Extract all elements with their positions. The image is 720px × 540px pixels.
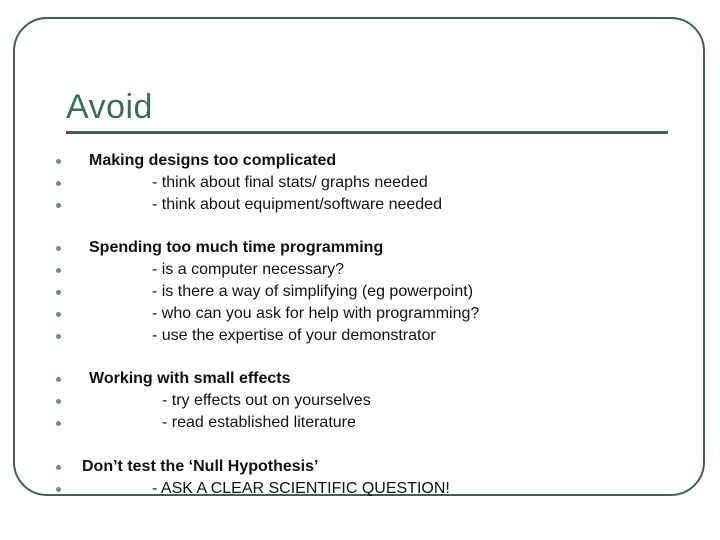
bullet-heading: Spending too much time programming <box>89 239 384 256</box>
bullet-heading: Don’t test the ‘Null Hypothesis’ <box>82 458 319 475</box>
bullet-item <box>0 237 720 259</box>
bullet-dot-icon <box>56 268 61 273</box>
bullet-dot-icon <box>56 377 61 382</box>
bullet-dot-icon <box>56 312 61 317</box>
bullet-item <box>0 281 720 303</box>
bullet-item <box>0 172 720 194</box>
bullet-item <box>0 194 720 216</box>
bullet-item <box>0 303 720 325</box>
bullet-subitem: - try effects out on yourselves <box>162 392 371 409</box>
bullet-item <box>0 456 720 478</box>
bullet-dot-icon <box>56 421 61 426</box>
bullet-item <box>0 150 720 172</box>
bullet-dot-icon <box>56 290 61 295</box>
bullet-subitem: - use the expertise of your demonstrator <box>152 327 436 344</box>
bullet-item <box>0 368 720 390</box>
bullet-subitem: - who can you ask for help with programming? <box>152 305 480 322</box>
bullet-heading: Making designs too complicated <box>89 152 337 169</box>
slide-title: Avoid <box>66 88 153 126</box>
bullet-heading: Working with small effects <box>89 370 291 387</box>
bullet-item <box>0 325 720 347</box>
bullet-item <box>0 390 720 412</box>
bullet-subitem: - is a computer necessary? <box>152 261 345 278</box>
bullet-subitem: - is there a way of simplifying (eg powerpoint) <box>152 283 474 300</box>
bullet-item <box>0 478 720 500</box>
bullet-subitem: - think about final stats/ graphs needed <box>152 174 428 191</box>
bullet-dot-icon <box>56 487 61 492</box>
bullet-dot-icon <box>56 181 61 186</box>
bullet-dot-icon <box>56 334 61 339</box>
bullet-dot-icon <box>56 399 61 404</box>
bullet-dot-icon <box>56 203 61 208</box>
bullet-subitem: - think about equipment/software needed <box>152 196 442 213</box>
bullet-item <box>0 259 720 281</box>
bullet-subitem: - ASK A CLEAR SCIENTIFIC QUESTION! <box>152 480 450 497</box>
bullet-dot-icon <box>56 159 61 164</box>
bullet-subitem: - read established literature <box>162 414 356 431</box>
bullet-dot-icon <box>56 465 61 470</box>
bullet-dot-icon <box>56 246 61 251</box>
bullet-item <box>0 412 720 434</box>
